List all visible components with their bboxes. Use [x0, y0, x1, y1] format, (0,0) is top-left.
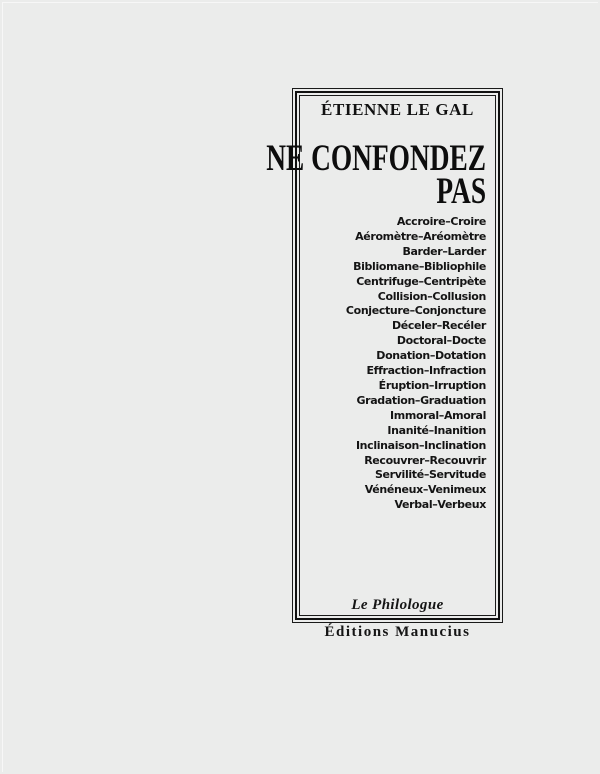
title-line-1: NE CONFONDEZ	[266, 138, 486, 179]
word-pair: Effraction–Infraction	[366, 364, 486, 378]
word-pair: Accroire–Croire	[396, 215, 486, 228]
word-pair: Éruption–Irruption	[378, 378, 486, 392]
word-pair: Recouvrer–Recouvrir	[364, 453, 486, 467]
word-pair: Gradation–Graduation	[356, 393, 486, 407]
word-pair: Immoral–Amoral	[390, 408, 486, 422]
collection-name: Le Philologue	[351, 597, 444, 613]
author-name: ÉTIENNE LE GAL	[321, 100, 474, 119]
book-title	[266, 138, 486, 212]
word-pair: Inanité–Inanition	[387, 423, 486, 437]
word-pair: Aéromètre–Aréomètre	[355, 229, 486, 243]
word-pair: Verbal–Verbeux	[394, 498, 486, 512]
word-pair: Bibliomane–Bibliophile	[353, 259, 486, 273]
publisher-name: Éditions Manucius	[324, 624, 471, 640]
word-pair: Collision–Collusion	[377, 289, 486, 303]
title-line-2: PAS	[436, 171, 486, 212]
word-pair: Conjecture–Conjoncture	[345, 304, 486, 318]
word-pair: Inclinaison–Inclination	[355, 438, 486, 452]
word-pair: Servilité–Servitude	[374, 468, 486, 482]
word-pair: Centrifuge–Centripète	[356, 274, 486, 288]
word-pair: Déceler–Recéler	[391, 319, 486, 333]
word-pair: Barder–Larder	[402, 244, 486, 258]
word-pair: Doctoral–Docte	[396, 334, 486, 348]
word-pair: Donation–Dotation	[376, 349, 486, 363]
word-pair: Vénéneux–Venimeux	[364, 483, 486, 497]
word-pair-list	[346, 215, 486, 513]
